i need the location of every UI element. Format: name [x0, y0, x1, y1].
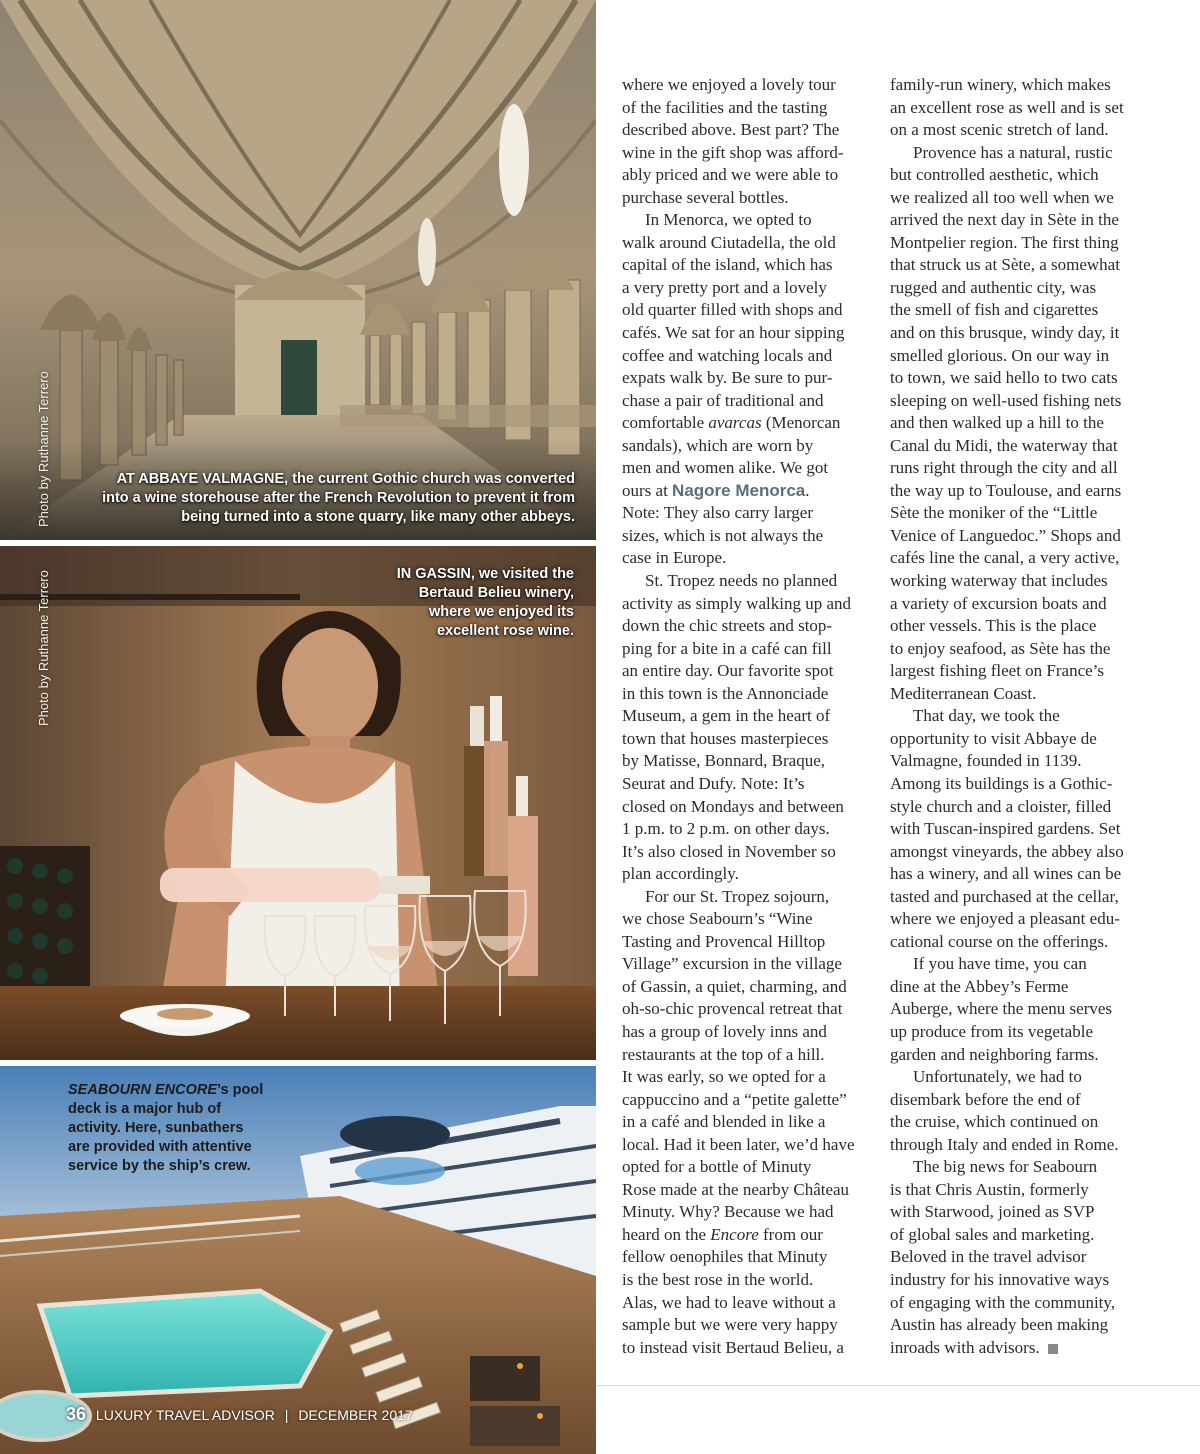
article-line: activity as simply walking up and	[622, 593, 851, 613]
article-line: wine in the gift shop was afford-	[622, 142, 844, 162]
article-line: sleeping on well-used fishing nets	[890, 390, 1122, 410]
article-line: Valmagne, founded in 1139.	[890, 751, 1082, 771]
article-line: local. Had it been later, we’d have	[622, 1134, 855, 1154]
article-line: an entire day. Our favorite spot	[622, 661, 834, 681]
article-line: cappuccino and a “petite galette”	[622, 1089, 847, 1109]
article-line: Museum, a gem in the heart of	[622, 706, 831, 726]
page-footer	[66, 1404, 413, 1425]
article-line: closed on Mondays and between	[622, 796, 844, 816]
article-line: of Gassin, a quiet, charming, and	[622, 976, 847, 996]
article-line: disembark before the end of	[890, 1089, 1081, 1109]
article-line: Provence has a natural, rustic	[913, 142, 1113, 162]
article-line: Mediterranean Coast.	[890, 683, 1037, 703]
article-line: the way up to Toulouse, and earns	[890, 480, 1122, 500]
page-number: 36	[66, 1404, 87, 1424]
article-line: we chose Seabourn’s “Wine	[622, 909, 813, 929]
article-line: in a café and blended in like a	[622, 1112, 826, 1132]
gassin-caption	[380, 565, 574, 641]
article-line: case in Europe.	[622, 548, 727, 568]
article-line: oh-so-chic provencal retreat that	[622, 999, 843, 1019]
article-line: arrived the next day in Sète in the	[890, 210, 1119, 230]
article-line: old quarter filled with shops and	[622, 300, 843, 320]
publication-name: LUXURY TRAVEL ADVISOR	[95, 1407, 275, 1423]
article-line: smelled glorious. On our way in	[890, 345, 1110, 365]
article-line: It was early, so we opted for a	[622, 1067, 826, 1087]
article-line: of the facilities and the tasting	[622, 97, 828, 117]
article-line: opportunity to visit Abbaye de	[890, 728, 1097, 748]
article-line: of global sales and marketing.	[890, 1224, 1095, 1244]
article-line: Alas, we had to leave without a	[622, 1292, 836, 1312]
issue-date: DECEMBER 2017	[298, 1407, 413, 1423]
article-line: to town, we said hello to two cats	[890, 368, 1118, 388]
article-line: by Matisse, Bonnard, Braque,	[622, 751, 826, 771]
article-line: Auberge, where the menu serves	[890, 999, 1113, 1019]
article-line: ably priced and we were able to	[622, 165, 839, 185]
article-line: Beloved in the travel advisor	[890, 1247, 1087, 1267]
article-line: where we enjoyed a lovely tour	[622, 75, 836, 94]
article-line: Sète the moniker of the “Little	[890, 503, 1098, 523]
article-line: garden and neighboring farms.	[890, 1044, 1099, 1064]
article-line: but controlled aesthetic, which	[890, 165, 1099, 185]
article-line: Unfortunately, we had to	[913, 1067, 1082, 1087]
article-line: In Menorca, we opted to	[645, 210, 812, 230]
article-line: to enjoy seafood, as Sète has the	[890, 638, 1111, 658]
article-line: is the best rose in the world.	[622, 1269, 814, 1289]
article-line: with Tuscan-inspired gardens. Set	[890, 819, 1121, 839]
article-line: on a most scenic stretch of land.	[890, 120, 1109, 140]
article-line: town that houses masterpieces	[622, 728, 829, 748]
article-line: and on this brusque, windy day, it	[890, 323, 1120, 343]
article-line: a variety of excursion boats and	[890, 593, 1107, 613]
article-line: Rose made at the nearby Château	[622, 1179, 850, 1199]
article-line: other vessels. This is the place	[890, 616, 1097, 636]
caption-lead: SEABOURN ENCORE	[68, 1082, 218, 1098]
article-line: Seurat and Dufy. Note: It’s	[622, 773, 805, 793]
abbey-cloister-photo	[0, 0, 596, 540]
article-line: the cruise, which continued on	[890, 1112, 1099, 1132]
article-line: down the chic streets and stop-	[622, 616, 833, 636]
caption-lead: IN GASSIN,	[396, 566, 475, 582]
article-line: Minuty. Why? Because we had	[622, 1202, 834, 1222]
article-line: of engaging with the community,	[890, 1292, 1116, 1312]
article-line: capital of the island, which has	[622, 255, 833, 275]
end-of-article-mark	[1048, 1344, 1058, 1354]
abbey-caption	[100, 470, 575, 527]
article-line: That day, we took the	[913, 706, 1060, 726]
article-line: through Italy and ended in Rome.	[890, 1134, 1119, 1154]
article-line: purchase several bottles.	[622, 187, 789, 207]
article-line: cational course on the offerings.	[890, 931, 1109, 951]
article-line: with Starwood, joined as SVP	[890, 1202, 1095, 1222]
article-line: amongst vineyards, the abbey also	[890, 841, 1124, 861]
article-line: restaurants at the top of a hill.	[622, 1044, 825, 1064]
article-line: Among its buildings is a Gothic-	[890, 773, 1113, 793]
article-line: For our St. Tropez sojourn,	[645, 886, 830, 906]
article-line: Canal du Midi, the waterway that	[890, 435, 1118, 455]
article-line: tasted and purchased at the cellar,	[890, 886, 1119, 906]
article-line: The big news for Seabourn	[913, 1157, 1098, 1177]
article-line: ping for a bite in a café can fill	[622, 638, 832, 658]
article-line: has a winery, and all wines can be	[890, 864, 1122, 884]
article-line: fellow oenophiles that Minuty	[622, 1247, 828, 1267]
article-line: cafés. We sat for an hour sipping	[622, 323, 845, 343]
article-line: inroads with advisors.	[890, 1337, 1135, 1360]
article-line: we realized all too well when we	[890, 187, 1114, 207]
article-line: to instead visit Bertaud Belieu, a	[622, 1337, 844, 1357]
article-line: has a group of lovely inns and	[622, 1021, 827, 1041]
article-line: that struck us at Sète, a somewhat	[890, 255, 1120, 275]
article-column-2	[890, 74, 1135, 1359]
photo-credit: Photo by Ruthanne Terrero	[36, 371, 51, 527]
article-line: Note: They also carry larger	[622, 503, 814, 523]
article-column-1	[622, 74, 867, 1359]
article-line: working waterway that includes	[890, 571, 1108, 591]
article-line: runs right through the city and all	[890, 458, 1118, 478]
article-line: Venice of Languedoc.” Shops and	[890, 525, 1121, 545]
article-line: a very pretty port and a lovely	[622, 277, 827, 297]
article-line: sizes, which is not always the	[622, 525, 824, 545]
article-line: in this town is the Annonciade	[622, 683, 829, 703]
article-line: sample but we were very happy	[622, 1315, 838, 1335]
article-line: ours at Nagore Menorca.	[622, 480, 810, 500]
article-line: walk around Ciutadella, the old	[622, 232, 836, 252]
article-line: Austin has already been making	[890, 1315, 1109, 1335]
deck-caption	[68, 1081, 268, 1176]
article-line: If you have time, you can	[913, 954, 1087, 974]
article-line: is that Chris Austin, formerly	[890, 1179, 1089, 1199]
article-line: Tasting and Provencal Hilltop	[622, 931, 826, 951]
article-line: described above. Best part? The	[622, 120, 840, 140]
article-line: the smell of fish and cigarettes	[890, 300, 1099, 320]
article-line: industry for his innovative ways	[890, 1269, 1110, 1289]
footer-separator: |	[284, 1407, 289, 1423]
article-line: Village” excursion in the village	[622, 954, 842, 974]
article-line: It’s also closed in November so	[622, 841, 836, 861]
article-line: dine at the Abbey’s Ferme	[890, 976, 1069, 996]
caption-lead: AT ABBAYE VALMAGNE,	[116, 471, 289, 487]
article-line: style church and a cloister, filled	[890, 796, 1112, 816]
article-line: expats walk by. Be sure to pur-	[622, 368, 833, 388]
caption-text: the current Gothic church was converted into a wine storehouse after the French Revolution to prevent it from being turned into a stone quarry, like many other abbeys.	[102, 471, 575, 525]
article-line: and then walked up a hill to the	[890, 413, 1104, 433]
article-line: 1 p.m. to 2 p.m. on other days.	[622, 819, 830, 839]
article-line: where we enjoyed a pleasant edu-	[890, 909, 1120, 929]
brand-link: Nagore Menorca	[672, 480, 806, 500]
article-line: plan accordingly.	[622, 864, 739, 884]
article-line: heard on the Encore from our	[622, 1224, 823, 1244]
article-line: sandals), which are worn by	[622, 435, 814, 455]
article-line: chase a pair of traditional and	[622, 390, 824, 410]
caption-text: we visited the Bertaud Belieu winery, where we enjoyed its excellent rose wine.	[418, 566, 574, 639]
article-line: Montpelier region. The first thing	[890, 232, 1119, 252]
photo-credit: Photo by Ruthanne Terrero	[36, 570, 51, 726]
article-line: coffee and watching locals and	[622, 345, 833, 365]
article-line: cafés line the canal, a very active,	[890, 548, 1120, 568]
article-line: St. Tropez needs no planned	[645, 571, 838, 591]
article-line: up produce from its vegetable	[890, 1021, 1093, 1041]
article-line: largest fishing fleet on France’s	[890, 661, 1105, 681]
abbey-cloister-illustration	[0, 0, 596, 540]
footer-rule	[596, 1385, 1200, 1386]
article-line: family-run winery, which makes	[890, 75, 1111, 94]
article-line: an excellent rose as well and is set	[890, 97, 1124, 117]
article-line: rugged and authentic city, was	[890, 277, 1097, 297]
article-line: men and women alike. We got	[622, 458, 829, 478]
article-line: comfortable avarcas (Menorcan	[622, 413, 841, 433]
article-line: opted for a bottle of Minuty	[622, 1157, 812, 1177]
caption-text: ’s pool deck is a major hub of activity. Here, sunbathers are provided with attentive service by the ship’s crew.	[68, 1082, 264, 1174]
